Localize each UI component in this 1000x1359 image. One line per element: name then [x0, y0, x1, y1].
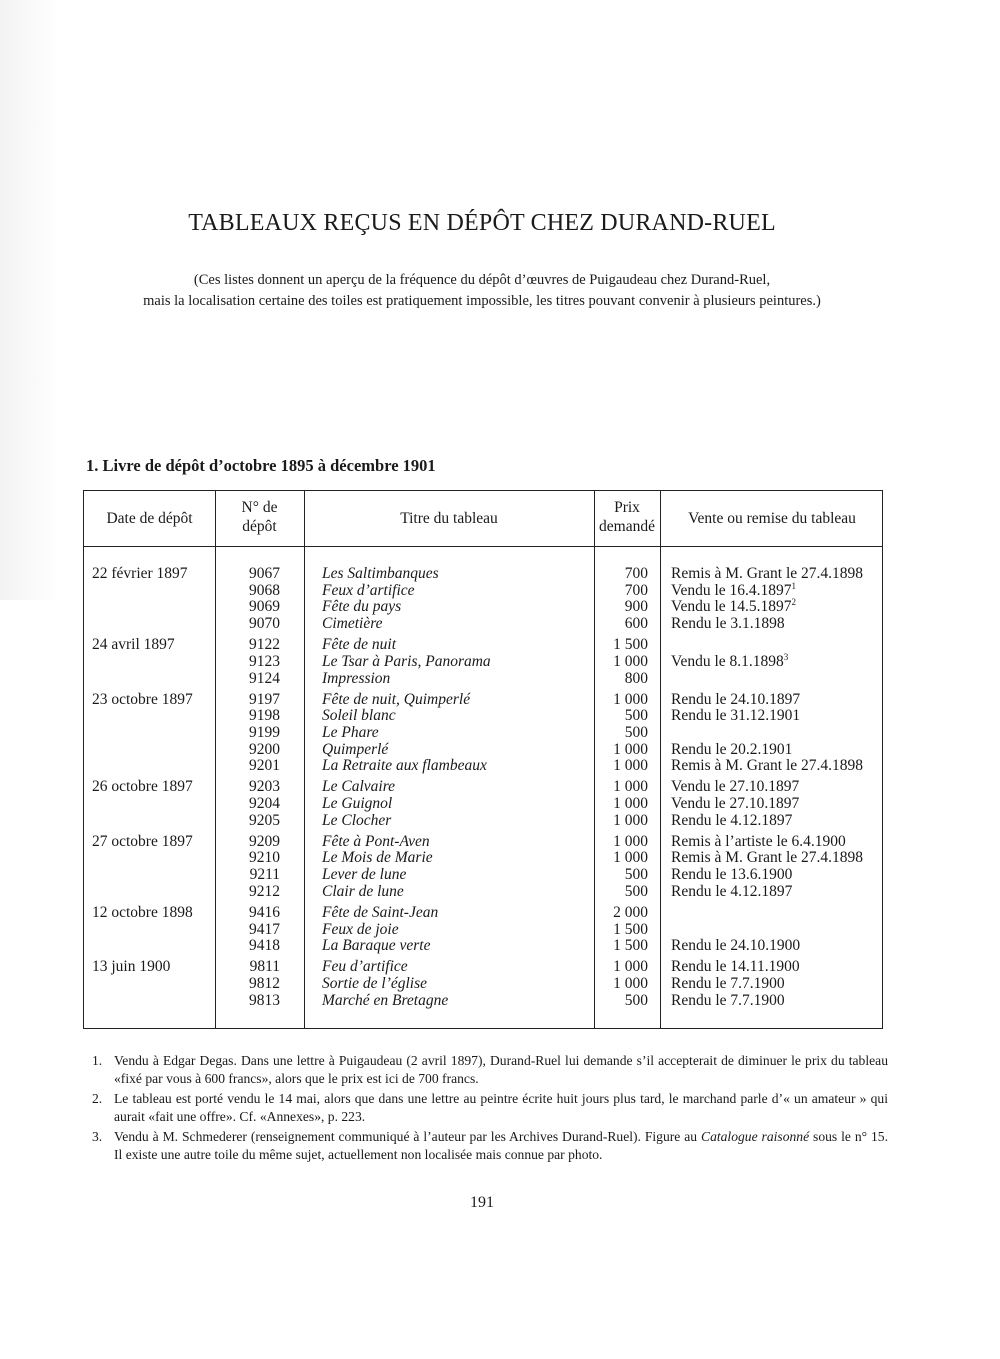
asking-price: 600 — [624, 615, 648, 633]
sale-status: Rendu le 24.10.1897 — [671, 690, 801, 708]
asking-price: 1 000 — [613, 958, 648, 976]
painting-title: Clair de lune — [322, 882, 404, 900]
table-row — [84, 599, 884, 616]
sale-status: Vendu le 8.1.1898$^3$ — [671, 651, 789, 670]
sale-status: Rendu le 7.7.1900 — [671, 991, 785, 1009]
intro-line-1: (Ces listes donnent un aperçu de la fréquence du dépôt d’œuvres de Puigaudeau chez Durand-Ruel, — [193, 272, 771, 288]
asking-price: 1 000 — [613, 849, 648, 867]
painting-title: Marché en Bretagne — [322, 991, 449, 1009]
footnotes — [92, 1052, 888, 1166]
asking-price: 1 000 — [613, 795, 648, 812]
footnote-ref: 2 — [791, 597, 797, 608]
painting-title: La Baraque verte — [322, 937, 431, 955]
header-number-line2: dépôt — [242, 518, 277, 535]
deposit-number: 9811 — [249, 958, 280, 976]
table-row — [84, 905, 884, 922]
painting-title: Fête du pays — [322, 598, 402, 616]
asking-price: 500 — [624, 866, 648, 884]
deposit-date: 24 avril 1897 — [92, 636, 175, 654]
deposit-number: 9812 — [249, 974, 280, 992]
sale-status: Vendu le 27.10.1897 — [671, 795, 800, 812]
footnote-text: Vendu à Edgar Degas. Dans une lettre à Puigaudeau (2 avril 1897), Durand-Ruel lui demande s’il accepterait de diminuer le prix du tableau «fixé par vous à 600 francs», alors que le prix est ici de 700 francs. — [114, 1053, 888, 1086]
painting-title: Fête à Pont-Aven — [322, 832, 430, 850]
footnote-1 — [92, 1052, 888, 1088]
painting-title: Feux d’artifice — [322, 581, 415, 599]
asking-price: 1 000 — [613, 974, 648, 992]
deposit-number: 9418 — [249, 937, 280, 955]
deposit-date: 12 octobre 1898 — [92, 903, 193, 921]
painting-title: Quimperlé — [322, 740, 389, 758]
asking-price: 1 000 — [613, 832, 648, 850]
table-row — [84, 922, 884, 939]
table-row — [84, 616, 884, 633]
deposit-number: 9212 — [249, 882, 280, 900]
intro-line-2: mais la localisation certaine des toiles est pratiquement impossible, les titres pouvant convenir à plusieurs peintures.) — [143, 293, 821, 309]
footnote-number: 2. — [92, 1091, 103, 1106]
painting-title: La Retraite aux flambeaux — [322, 757, 487, 775]
intro-paragraph — [70, 270, 894, 312]
asking-price: 1 000 — [613, 740, 648, 758]
table-row — [84, 867, 884, 884]
sale-status: Remis à l’artiste le 6.4.1900 — [671, 832, 846, 850]
painting-title: Le Clocher — [322, 811, 392, 829]
deposit-number: 9210 — [249, 849, 280, 867]
deposit-number: 9123 — [249, 652, 280, 670]
table-row — [84, 976, 884, 993]
painting-title: Le Mois de Marie — [322, 849, 433, 867]
painting-title: Feux de joie — [322, 920, 399, 938]
sale-status: Rendu le 31.12.1901 — [671, 707, 801, 725]
deposit-date: 13 juin 1900 — [92, 958, 171, 976]
deposit-number: 9204 — [249, 795, 280, 812]
deposit-number: 9198 — [249, 707, 280, 725]
section-heading: 1. Livre de dépôt d’octobre 1895 à décembre 1901 — [86, 456, 436, 475]
page-number: 191 — [470, 1194, 494, 1211]
asking-price: 1 500 — [613, 937, 648, 955]
deposit-number: 9813 — [249, 991, 280, 1009]
painting-title: Le Tsar à Paris, Panorama — [322, 652, 491, 670]
painting-title: Le Guignol — [322, 795, 393, 812]
header-price-line1: Prix — [614, 499, 640, 516]
deposit-date: 22 février 1897 — [92, 565, 188, 582]
header-title: Titre du tableau — [400, 510, 498, 527]
sale-status: Vendu le 16.4.1897$^1$ — [671, 580, 797, 599]
painting-title: Le Phare — [322, 723, 379, 741]
asking-price: 700 — [624, 565, 648, 582]
sale-status: Remis à M. Grant le 27.4.1898 — [671, 849, 864, 867]
table-row — [84, 938, 884, 955]
deposit-number: 9124 — [249, 669, 280, 687]
header-divider — [84, 546, 882, 547]
table-row — [84, 671, 884, 688]
header-date: Date de dépôt — [106, 510, 193, 527]
deposit-number: 9067 — [249, 565, 280, 582]
asking-price: 1 500 — [613, 636, 648, 654]
painting-title: Lever de lune — [322, 866, 407, 884]
painting-title: Feu d’artifice — [322, 958, 408, 976]
sale-status: Rendu le 4.12.1897 — [671, 882, 793, 900]
table-row — [84, 850, 884, 867]
asking-price: 1 000 — [613, 811, 648, 829]
sale-status: Rendu le 24.10.1900 — [671, 937, 801, 955]
table-row — [84, 725, 884, 742]
scan-shadow — [0, 0, 60, 600]
sale-status: Rendu le 4.12.1897 — [671, 811, 793, 829]
table-row — [84, 708, 884, 725]
deposit-number: 9416 — [249, 903, 280, 921]
footnote-text: Le tableau est porté vendu le 14 mai, alors que dans une lettre au peintre écrite huit jours plus tard, le marchand parle d’« un amateur » qui aurait «fait une offre». Cf. «Annexes», p. 223. — [114, 1091, 888, 1124]
table-row — [84, 742, 884, 759]
header-number — [215, 498, 304, 536]
deposit-number: 9069 — [249, 598, 280, 616]
asking-price: 1 500 — [613, 920, 648, 938]
asking-price: 500 — [624, 707, 648, 725]
painting-title: Cimetière — [322, 615, 383, 633]
table-row — [84, 959, 884, 976]
header-sale: Vente ou remise du tableau — [688, 510, 856, 527]
header-number-line1: N° de — [241, 499, 278, 516]
deposit-number: 9203 — [249, 778, 280, 796]
asking-price: 1 000 — [613, 652, 648, 670]
deposit-number: 9070 — [249, 615, 280, 633]
table-row — [84, 813, 884, 830]
sale-status: Vendu le 14.5.1897$^2$ — [671, 597, 797, 616]
asking-price: 800 — [624, 669, 648, 687]
table-row — [84, 692, 884, 709]
footnote-3 — [92, 1128, 888, 1164]
asking-price: 900 — [624, 598, 648, 616]
sale-status: Remis à M. Grant le 27.4.1898 — [671, 757, 864, 775]
header-price — [594, 498, 660, 536]
asking-price: 1 000 — [613, 778, 648, 796]
header-price-line2: demandé — [599, 518, 655, 535]
table-row — [84, 779, 884, 796]
footnote-text-italic: Catalogue raisonné — [701, 1129, 810, 1144]
asking-price: 500 — [624, 991, 648, 1009]
asking-price: 500 — [624, 882, 648, 900]
deposit-number: 9211 — [249, 866, 280, 884]
deposit-number: 9201 — [249, 757, 280, 775]
deposit-number: 9197 — [249, 690, 280, 708]
deposit-number: 9122 — [249, 636, 280, 654]
footnote-number: 1. — [92, 1053, 103, 1068]
painting-title: Fête de nuit, Quimperlé — [322, 690, 471, 708]
deposit-number: 9068 — [249, 581, 280, 599]
painting-title: Soleil blanc — [322, 707, 396, 725]
deposit-date: 26 octobre 1897 — [92, 778, 193, 796]
footnote-number: 3. — [92, 1129, 103, 1144]
asking-price: 500 — [624, 723, 648, 741]
sale-status: Rendu le 7.7.1900 — [671, 974, 785, 992]
footnote-2 — [92, 1090, 888, 1126]
footnote-text-start: Vendu à M. Schmederer (renseignement communiqué à l’auteur par les Archives Durand-Ruel). Figure au — [114, 1129, 701, 1144]
footnote-text-end: sous le n° 15. Il existe une autre toile du même sujet, actuellement non localisée mais connue par photo. — [114, 1129, 888, 1162]
sale-status: Vendu le 27.10.1897 — [671, 778, 800, 796]
table-row — [84, 637, 884, 654]
deposit-number: 9199 — [249, 723, 280, 741]
deposit-number: 9417 — [249, 920, 280, 938]
painting-title: Sortie de l’église — [322, 974, 428, 992]
sale-status: Rendu le 14.11.1900 — [671, 958, 800, 976]
table-row — [84, 566, 884, 583]
deposit-number: 9205 — [249, 811, 280, 829]
asking-price: 1 000 — [613, 690, 648, 708]
asking-price: 2 000 — [613, 903, 648, 921]
sale-status: Remis à M. Grant le 27.4.1898 — [671, 565, 864, 582]
painting-title: Les Saltimbanques — [322, 565, 439, 582]
table-row — [84, 884, 884, 901]
deposit-date: 23 octobre 1897 — [92, 690, 193, 708]
deposit-number: 9209 — [249, 832, 280, 850]
sale-status: Rendu le 20.2.1901 — [671, 740, 793, 758]
table-row — [84, 651, 884, 671]
sale-status: Rendu le 3.1.1898 — [671, 615, 785, 633]
sale-status: Rendu le 13.6.1900 — [671, 866, 793, 884]
deposit-number: 9200 — [249, 740, 280, 758]
footnote-ref: 3 — [783, 651, 789, 662]
painting-title: Fête de nuit — [322, 636, 397, 654]
footnote-ref: 1 — [791, 580, 797, 591]
table-row — [84, 580, 884, 600]
painting-title: Fête de Saint-Jean — [322, 903, 439, 921]
table-row — [84, 993, 884, 1010]
table-row — [84, 796, 884, 813]
painting-title: Impression — [322, 669, 391, 687]
asking-price: 1 000 — [613, 757, 648, 775]
painting-title: Le Calvaire — [322, 778, 396, 796]
table-row — [84, 758, 884, 775]
page-title: TABLEAUX REÇUS EN DÉPÔT CHEZ DURAND-RUEL — [188, 210, 776, 236]
table-row — [84, 834, 884, 851]
deposit-date: 27 octobre 1897 — [92, 832, 193, 850]
deposit-table — [83, 490, 883, 1029]
asking-price: 700 — [624, 581, 648, 599]
